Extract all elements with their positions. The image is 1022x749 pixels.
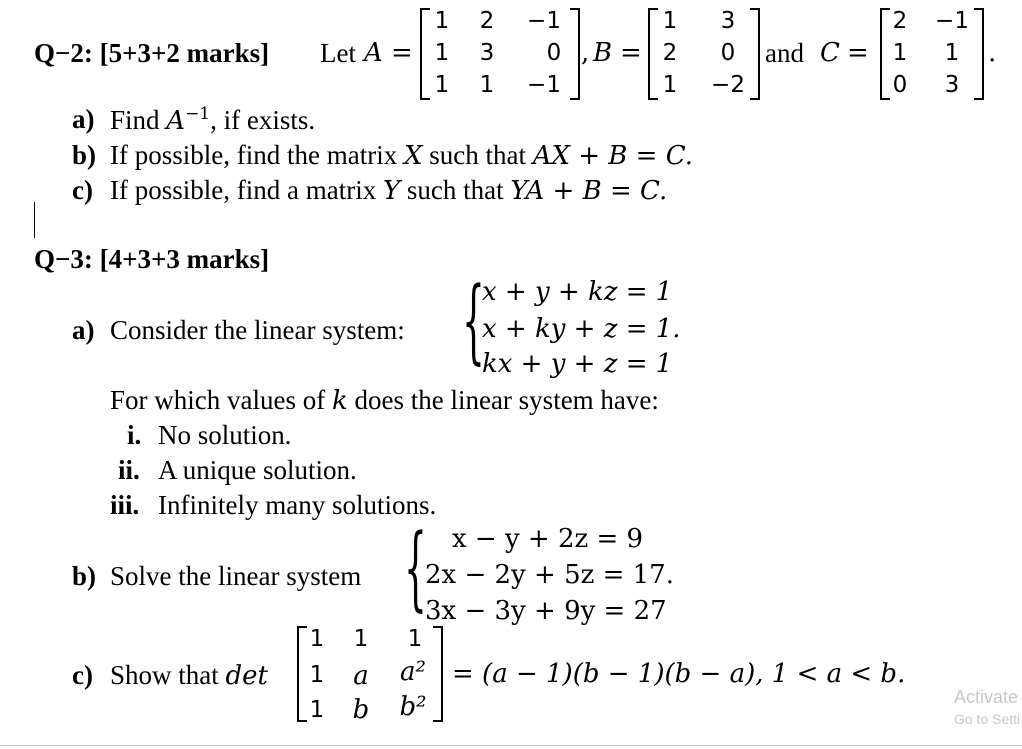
matrix-B-cell: 1 [662, 8, 678, 34]
q3a-question-k: k [331, 386, 348, 416]
q2-and: and [765, 38, 804, 68]
matrix-C-cell: 2 [892, 8, 908, 34]
q2-A-name: A [364, 38, 383, 68]
system-b-equation: 3x − 3y + 9y = 27 [425, 596, 667, 626]
matrix-B-cell: 2 [662, 40, 678, 66]
q3b-text: Solve the linear system [110, 561, 362, 591]
q2a-label: a) [72, 104, 95, 134]
option-label: ii. [118, 455, 140, 485]
option-text: No solution. [158, 420, 292, 450]
q2b-mid: such that [422, 140, 533, 170]
q2a-math: A [166, 106, 186, 136]
matrix-D-cell: 1 [309, 626, 325, 652]
system-a-equation: kx + y + z = 1 [482, 349, 673, 379]
matrix-C-cell: 1 [892, 40, 908, 66]
text-cursor [34, 202, 35, 238]
q3a-label: a) [72, 315, 95, 345]
activate-watermark: Activate [954, 687, 1019, 707]
q2-let: Let [320, 38, 356, 68]
q3c-rhs: = (a − 1)(b − 1)(b − a), 1 < a < b. [452, 659, 906, 689]
q3b-label: b) [72, 561, 97, 591]
q2c-math: Y [382, 176, 401, 206]
matrix-A-cell: 1 [434, 72, 450, 98]
option-text: Infinitely many solutions. [158, 490, 437, 520]
q3a-text: Consider the linear system: [110, 315, 405, 345]
q2-period: . [988, 38, 997, 68]
matrix-B-left-bracket [648, 8, 658, 100]
matrix-D-cell: b [352, 695, 370, 725]
system-a-brace: { [462, 270, 485, 375]
matrix-B [648, 8, 760, 100]
q3a-question [110, 387, 659, 414]
matrix-A-left-bracket [420, 8, 430, 100]
option-label: iii. [110, 490, 140, 520]
system-b-brace: { [404, 517, 427, 622]
matrix-C-cell: 3 [944, 72, 960, 98]
q3c-text: Show that [110, 660, 226, 690]
matrix-A-cell: 2 [479, 8, 495, 34]
q2b-equation: AX + B = C. [532, 141, 693, 171]
q2b-label: b) [72, 140, 97, 170]
matrix-B-cell: 1 [662, 72, 678, 98]
system-b-equation: 2x − 2y + 5z = 17. [425, 560, 674, 590]
q3c-det: det [225, 661, 268, 691]
q2c-line [110, 177, 667, 204]
system-b-equation: x − y + 2z = 9 [452, 524, 644, 554]
q3c-line [110, 662, 268, 689]
matrix-C-cell: 0 [892, 72, 908, 98]
q2b-math: X [403, 141, 423, 171]
matrix-D-cell: 1 [407, 626, 423, 652]
option-text: A unique solution. [158, 455, 357, 485]
matrix-B-cell: 3 [720, 8, 736, 34]
matrix-D-cell: a [353, 661, 369, 691]
q2c-mid: such that [400, 175, 511, 205]
matrix-D-cell: a² [400, 657, 426, 687]
q3-heading: Q−3: [4+3+3 marks] [34, 244, 270, 274]
q2-comma: , [581, 38, 590, 68]
q3c-label: c) [72, 660, 93, 690]
system-a-equation: x + y + kz = 1 [482, 277, 673, 307]
q2c-text: If possible, find a matrix [110, 175, 383, 205]
settings-watermark: Go to Setti [954, 711, 1021, 727]
matrix-C-cell: −1 [935, 8, 969, 34]
matrix-D [297, 626, 443, 725]
matrix-C [880, 8, 984, 100]
system-a-equation: x + ky + z = 1. [482, 314, 681, 344]
matrix-A-cell: −1 [527, 72, 561, 98]
q2c-equation: YA + B = C. [510, 176, 668, 206]
q3a-question-pre: For which values of [110, 385, 332, 415]
q2-B-name: B [593, 38, 613, 68]
q2a-text: Find [110, 105, 167, 135]
q2a-line [110, 106, 315, 134]
matrix-A-cell: 1 [479, 72, 495, 98]
q2a-superscript: −1 [185, 104, 211, 124]
matrix-C-cell: 1 [944, 40, 960, 66]
q2b-text: If possible, find the matrix [110, 140, 404, 170]
q2-B-equals: = [620, 38, 642, 68]
matrix-D-cell: b² [399, 692, 427, 722]
matrix-A [420, 8, 580, 100]
matrix-A-cell: 1 [434, 40, 450, 66]
matrix-B-right-bracket [750, 8, 760, 100]
q2-A-equals: = [391, 38, 413, 68]
bottom-divider [0, 745, 1022, 746]
matrix-D-cell: 1 [309, 662, 325, 688]
q2-heading: Q−2: [5+3+2 marks] [34, 38, 270, 68]
matrix-A-cell: 1 [434, 8, 450, 34]
matrix-A-cell: −1 [527, 8, 561, 34]
matrix-D-right-bracket [433, 626, 443, 722]
matrix-C-right-bracket [974, 8, 984, 100]
matrix-B-cell: 0 [720, 40, 736, 66]
matrix-A-cell: 3 [479, 40, 495, 66]
q2a-rest: , if exists. [210, 105, 316, 135]
option-label: i. [127, 420, 142, 450]
q2b-line [110, 142, 693, 169]
q2-C-equals: = [847, 38, 869, 68]
matrix-D-cell: 1 [309, 697, 325, 723]
matrix-A-cell: 0 [546, 40, 562, 66]
q2-C-name: C [820, 38, 840, 68]
q2c-label: c) [72, 175, 93, 205]
matrix-B-cell: −2 [711, 72, 745, 98]
q3a-question-post: does the linear system have: [347, 385, 659, 415]
matrix-D-cell: 1 [353, 626, 369, 652]
